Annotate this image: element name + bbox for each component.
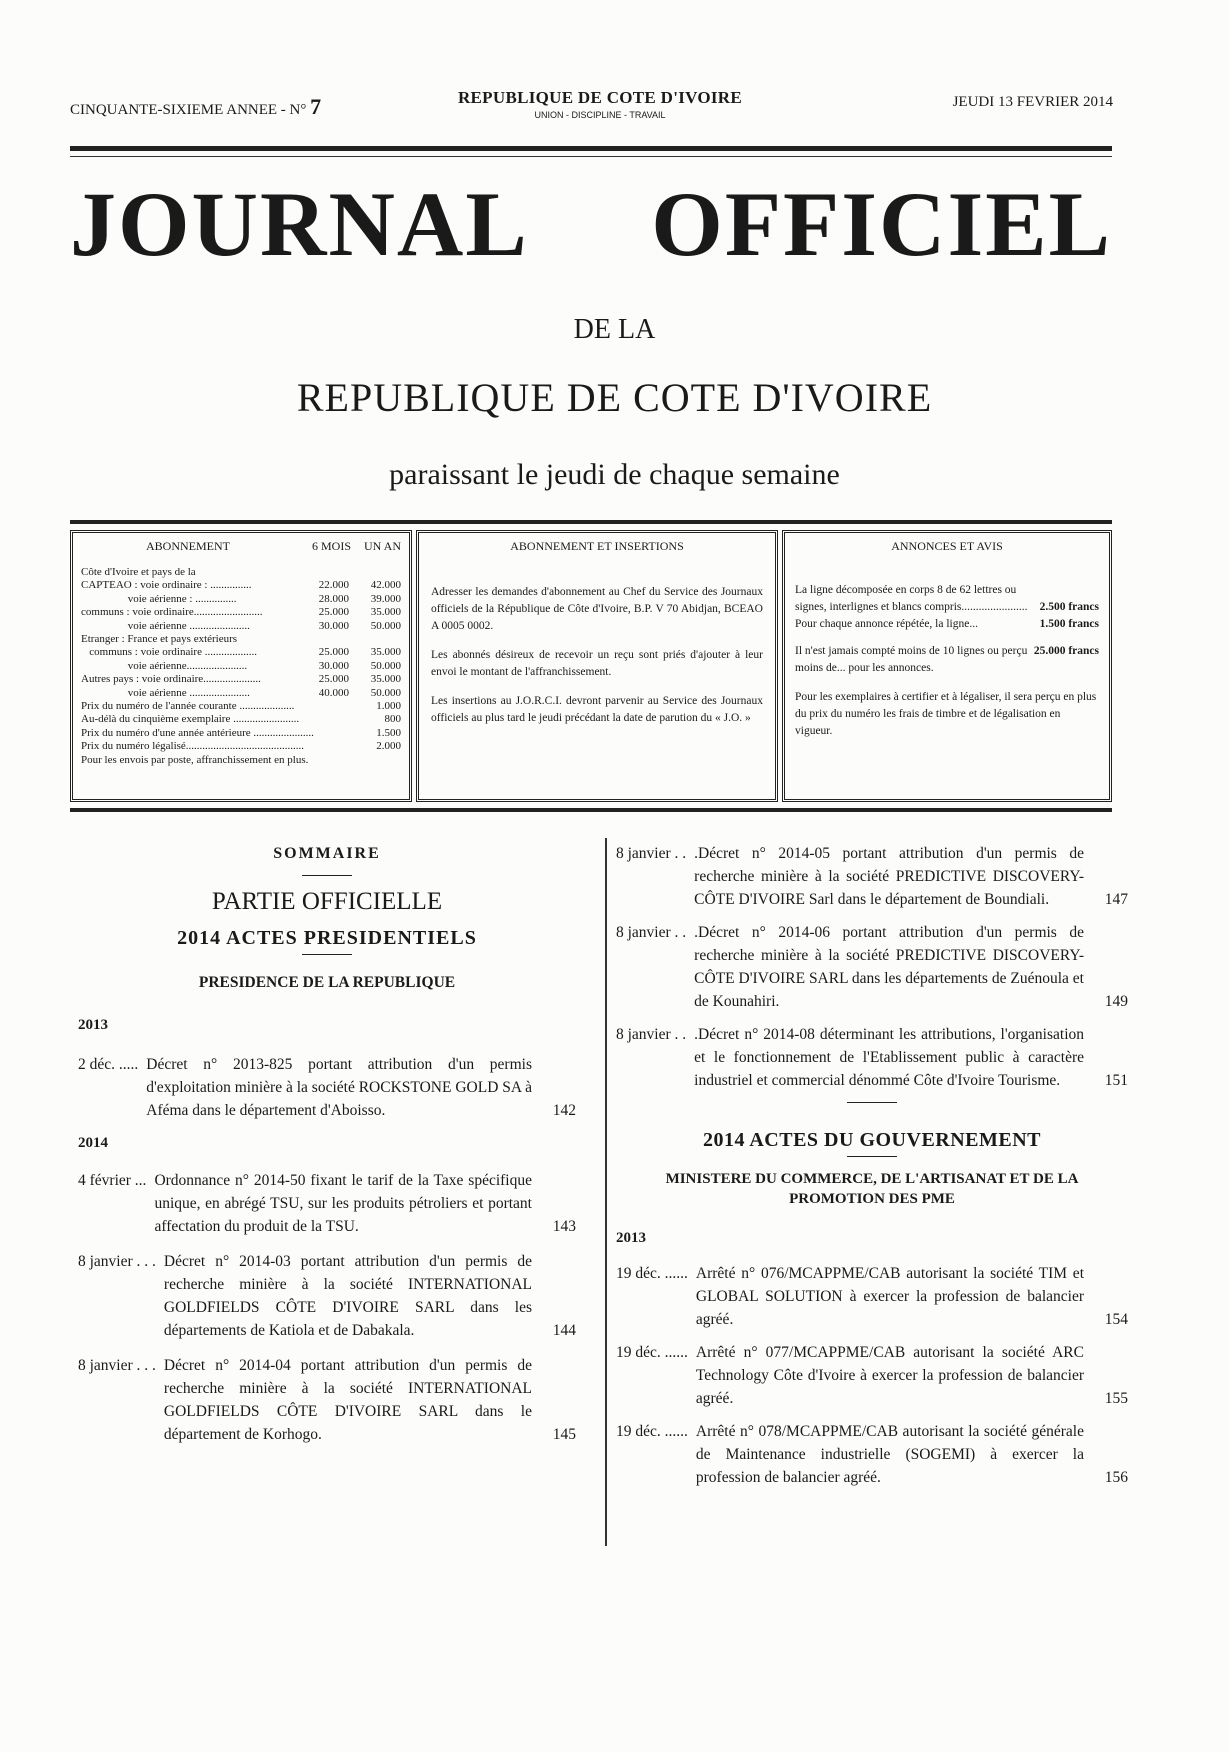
annonces-minimum (795, 643, 1099, 677)
annonces-minimum-price: 25.000 francs (1033, 645, 1099, 657)
subscription-one-year (349, 566, 401, 579)
subscription-row (81, 633, 401, 646)
issue-date: JEUDI 13 FEVRIER 2014 (952, 94, 1113, 110)
sommaire-entry (616, 1341, 1128, 1410)
annonces-title: ANNONCES ET AVIS (891, 539, 1003, 553)
entry-page: 144 (552, 1322, 576, 1339)
entry-page: 147 (1104, 891, 1128, 908)
presidence-heading: PRESIDENCE DE LA REPUBLIQUE (198, 974, 456, 991)
subscription-one-year: 2.000 (376, 740, 401, 753)
insertions-box (416, 530, 778, 802)
sommaire-entry (78, 1169, 576, 1238)
subscription-label: voie aérienne ...................... (81, 619, 250, 632)
actes-rule (302, 954, 352, 955)
subscription-one-year: 1.000 (376, 700, 401, 713)
subscription-row (81, 727, 401, 740)
gouv-entries (616, 1262, 1128, 1489)
subscription-six-months: 25.000 (318, 673, 349, 686)
year-2013: 2013 (78, 1017, 108, 1033)
sommaire-entry (78, 1354, 576, 1446)
right-column (616, 842, 1128, 1499)
one-year-header: UN AN (363, 539, 401, 553)
entry-text: .Décret n° 2014-08 déterminant les attributions, l'organisation et le fonctionnement de l'Etablissement public à caractère industriel et commercial dénommé Côte d'Ivoire Tourisme. (694, 1026, 1084, 1089)
subscription-row (81, 579, 401, 592)
subscription-six-months (297, 700, 349, 713)
subscription-label: Côte d'Ivoire et pays de la (81, 566, 196, 578)
subscription-row (81, 713, 401, 726)
annonces-legalisation: Pour les exemplaires à certifier et à légaliser, il sera perçu en plus du prix du numéro les frais de timbre et de légalisation en vigueur. (795, 691, 1097, 737)
entry-text: Arrêté n° 076/MCAPPME/CAB autorisant la société TIM et GLOBAL SOLUTION à exercer la profession de balancier agréé. (695, 1265, 1084, 1328)
subscription-label: voie aérienne : ............... (81, 592, 237, 605)
entry-text: Ordonnance n° 2014-50 fixant le tarif de la Taxe spécifique unique, en abrégé TSU, sur les produits pétroliers et portant affectation du produit de la TSU. (154, 1172, 532, 1235)
gouv-rule (847, 1156, 897, 1157)
entry-text: Décret n° 2013-825 portant attribution d'un permis d'exploitation minière à la société ROCKSTONE GOLD SA à Aféma dans le département d'Aboisso. (146, 1056, 532, 1119)
subscription-one-year (355, 754, 401, 767)
entry-page: 154 (1104, 1311, 1128, 1328)
subscription-row (81, 673, 401, 686)
subscription-label: Prix du numéro d'une année antérieure ...................... (81, 726, 314, 739)
title-word-journal: JOURNAL (70, 173, 529, 275)
masthead-center (380, 88, 820, 120)
subscription-row (81, 646, 401, 659)
sommaire-entry (78, 1250, 576, 1342)
subscription-row (81, 606, 401, 619)
right-entries (616, 842, 1128, 1092)
entry-page: 155 (1104, 1390, 1128, 1407)
annonces-rate (795, 582, 1099, 616)
edition-line (70, 94, 321, 120)
entry-page: 156 (1104, 1469, 1128, 1486)
annonces-rate-price: 2.500 francs (1039, 601, 1099, 613)
subscription-row (81, 740, 401, 753)
entry-page: 143 (552, 1218, 576, 1235)
header-rule-thin (70, 156, 1112, 157)
subscription-label: Etranger : France et pays extérieurs (81, 633, 238, 646)
sommaire-entry (616, 1420, 1128, 1489)
subscription-one-year: 35.000 (370, 606, 401, 619)
title-word-officiel: OFFICIEL (651, 173, 1112, 275)
subscription-one-year: 800 (384, 713, 401, 726)
subscription-label: Prix du numéro de l'année courante .................... (81, 700, 295, 713)
subscription-label: communs : voie ordinaire......................... (81, 606, 263, 619)
entry-date: 19 déc. ...... (616, 1423, 688, 1440)
subscription-box (70, 530, 412, 802)
insertions-address: Adresser les demandes d'abonnement au Chef du Service des Journaux officiels de la République de Côte d'Ivoire, B.P. V 70 Abidjan, BCEAO A 0005 0002. (431, 586, 763, 632)
title-republic: REPUBLIQUE DE COTE D'IVOIRE (296, 375, 933, 420)
issue-number: 7 (310, 94, 322, 119)
subscription-row (81, 566, 401, 579)
entry-date: 2 déc. ..... (78, 1056, 139, 1073)
edition-label: CINQUANTE-SIXIEME ANNEE - N° (70, 102, 307, 118)
annonces-minimum-text: Il n'est jamais compté moins de 10 lignes ou perçu moins de... pour les annonces. (795, 645, 1028, 674)
subscription-six-months: 25.000 (318, 646, 349, 659)
subscription-table (81, 566, 401, 767)
subscription-one-year: 1.500 (376, 726, 401, 739)
annonces-box (782, 530, 1112, 802)
subscription-six-months (308, 754, 354, 767)
subscription-label: CAPTEAO : voie ordinaire : ............... (81, 579, 252, 592)
insertions-title: ABONNEMENT ET INSERTIONS (510, 539, 684, 553)
sommaire-rule (302, 875, 352, 876)
box-bottom-rule (70, 808, 1112, 812)
partie-officielle: PARTIE OFFICIELLE (211, 888, 443, 915)
entry-text: Décret n° 2014-03 portant attribution d'un permis de recherche minière à la société INTERNATIONAL GOLDFIELDS CÔTE D'IVOIRE SARL dans les départements de Katiola et de Dabakala. (163, 1253, 532, 1339)
gouv-year-2013: 2013 (616, 1230, 646, 1246)
subscription-label: Au-délà du cinquième exemplaire ........................ (81, 713, 300, 726)
sommaire-entry (616, 1262, 1128, 1331)
sommaire-entry (616, 842, 1128, 911)
subscription-one-year: 35.000 (370, 673, 401, 686)
insertions-deadline: Les insertions au J.O.R.C.I. devront parvenir au Service des Journaux officiels au plus tard le jeudi précédant la date de parution du « J.O. » (431, 695, 763, 724)
annonces-repeat-price: 1.500 francs (1039, 618, 1099, 630)
subscription-row (81, 593, 401, 606)
subscription-header: ABONNEMENT (146, 539, 230, 553)
annonces-rate-text: La ligne décomposée en corps 8 de 62 lettres ou signes, interlignes et blancs compris....................... (795, 584, 1028, 613)
entry-page: 145 (552, 1426, 576, 1443)
entry-date: 8 janvier . . (616, 1026, 687, 1043)
entry-text: Arrêté n° 078/MCAPPME/CAB autorisant la société générale de Maintenance industrielle (SOGEMI) à exercer la profession de balancier agréé. (695, 1423, 1084, 1486)
subscription-six-months: 28.000 (318, 592, 349, 605)
subscription-one-year: 35.000 (370, 646, 401, 659)
republic-name: REPUBLIQUE DE COTE D'IVOIRE (457, 88, 743, 107)
subscription-six-months: 40.000 (318, 686, 349, 699)
subscription-six-months (304, 740, 352, 753)
entry-text: Arrêté n° 077/MCAPPME/CAB autorisant la société ARC Technology Côte d'Ivoire à exercer la profession de balancier agréé. (695, 1344, 1084, 1407)
annonces-repeat (795, 616, 1099, 633)
subscription-one-year: 39.000 (370, 592, 401, 605)
subscription-label: Pour les envois par poste, affranchissement en plus. (81, 753, 309, 766)
subscription-row (81, 660, 401, 673)
annonces-repeat-text: Pour chaque annonce répétée, la ligne... (795, 618, 978, 630)
sommaire-entry (616, 1023, 1128, 1092)
subscription-one-year: 50.000 (370, 659, 401, 672)
entry-date: 8 janvier . . (616, 845, 687, 862)
entry-date: 4 février ... (78, 1172, 147, 1189)
subscription-six-months: 22.000 (318, 579, 349, 592)
subscription-one-year: 50.000 (370, 619, 401, 632)
subscription-one-year (349, 633, 401, 646)
subscription-six-months: 30.000 (318, 619, 349, 632)
subscription-six-months (297, 566, 349, 579)
actes-gouvernement: 2014 ACTES DU GOUVERNEMENT (702, 1129, 1042, 1151)
subscription-label: Prix du numéro légalisé........................................... (81, 740, 305, 753)
insertions-receipt: Les abonnés désireux de recevoir un reçu sont priés d'ajouter à leur envoi le montant de l'affranchissement. (431, 649, 763, 678)
entry-date: 19 déc. ...... (616, 1265, 688, 1282)
entry-text: .Décret n° 2014-05 portant attribution d'un permis de recherche minière à la société PREDICTIVE DISCOVERY-CÔTE D'IVOIRE Sarl dans le département de Boundiali. (694, 845, 1084, 908)
subscription-row (81, 700, 401, 713)
subscription-one-year: 42.000 (370, 579, 401, 592)
entry-page: 142 (552, 1102, 576, 1119)
publication-frequency: paraissant le jeudi de chaque semaine (389, 458, 840, 491)
left-entries-2014 (78, 1169, 576, 1446)
sommaire-entry (78, 1053, 576, 1122)
subscription-six-months: 30.000 (318, 659, 349, 672)
subscription-label: voie aérienne...................... (81, 659, 248, 672)
subscription-label: Autres pays : voie ordinaire..................... (81, 673, 261, 686)
header-rule (70, 146, 1112, 151)
subscription-one-year: 50.000 (370, 686, 401, 699)
sommaire-title: SOMMAIRE (273, 845, 381, 862)
right-rule (847, 1102, 897, 1103)
national-motto: UNION - DISCIPLINE - TRAVAIL (534, 110, 666, 120)
entry-page: 151 (1104, 1072, 1128, 1089)
left-column (78, 842, 576, 1458)
subscription-six-months: 25.000 (318, 606, 349, 619)
ministere-heading: MINISTERE DU COMMERCE, DE L'ARTISANAT ET DE LA PROMOTION DES PME (665, 1171, 1079, 1207)
entry-date: 19 déc. ...... (616, 1344, 688, 1361)
entry-date: 8 janvier . . . (78, 1253, 156, 1270)
sommaire-entry (616, 921, 1128, 1013)
box-top-rule (70, 520, 1112, 524)
six-months-header: 6 MOIS (311, 539, 351, 553)
journal-title (70, 173, 1112, 275)
left-entries-2013 (78, 1053, 576, 1122)
subscription-row (81, 687, 401, 700)
subscription-row (81, 620, 401, 633)
column-divider (605, 838, 607, 1546)
subscription-six-months (299, 713, 350, 726)
actes-presidentiels: 2014 ACTES PRESIDENTIELS (177, 927, 477, 949)
entry-date: 8 janvier . . (616, 924, 687, 941)
subscription-six-months (297, 633, 349, 646)
entry-page: 149 (1104, 993, 1128, 1010)
subscription-label: communs : voie ordinaire ................... (81, 646, 257, 659)
entry-text: Décret n° 2014-04 portant attribution d'un permis de recherche minière à la société INTERNATIONAL GOLDFIELDS CÔTE D'IVOIRE SARL dans le département de Korhogo. (163, 1357, 532, 1443)
subscription-label: voie aérienne ...................... (81, 686, 250, 699)
year-2014: 2014 (78, 1135, 108, 1151)
subscription-six-months (314, 727, 358, 740)
entry-text: .Décret n° 2014-06 portant attribution d'un permis de recherche minière à la société PREDICTIVE DISCOVERY-CÔTE D'IVOIRE SARL dans les départements de Zuénoula et de Kounahiri. (694, 924, 1084, 1010)
subscription-row (81, 754, 401, 767)
entry-date: 8 janvier . . . (78, 1357, 156, 1374)
title-de-la: DE LA (573, 314, 656, 345)
